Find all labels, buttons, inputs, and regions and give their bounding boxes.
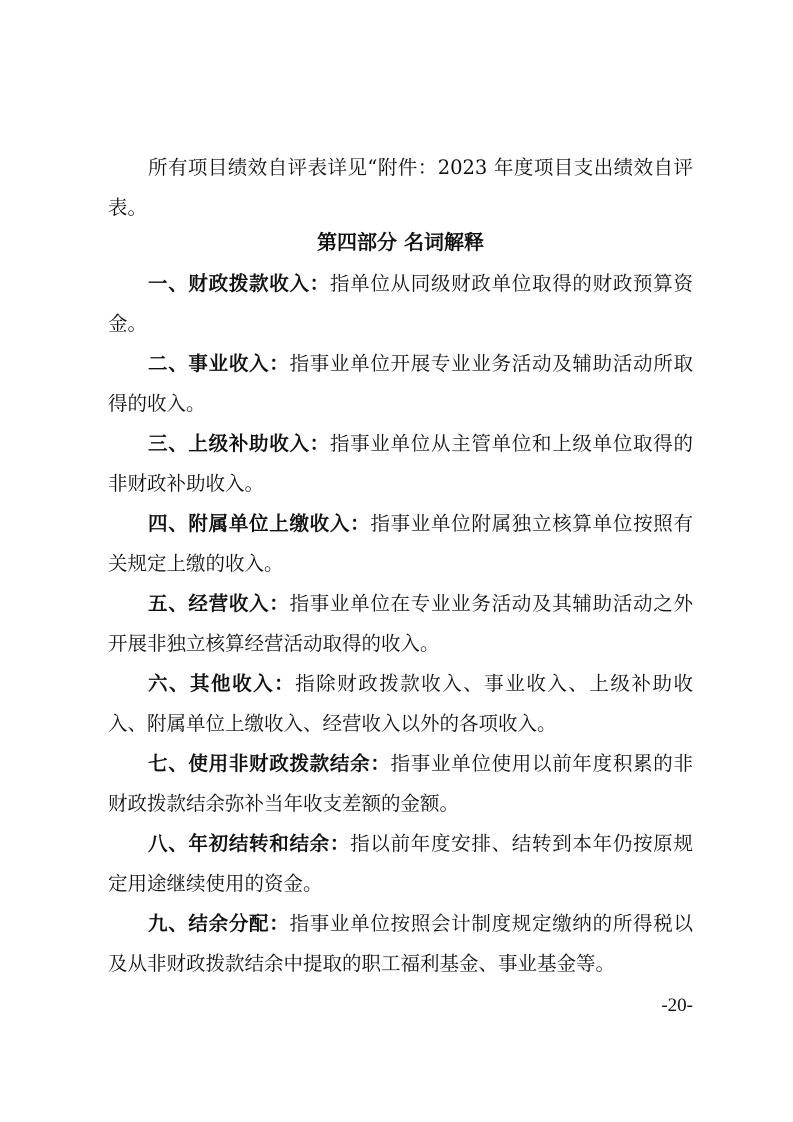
definition-text: 指事业单位按照会计制度规定缴纳的所得税以及从非财政拨款结余中提取的职工福利基金、事业基金等。 — [108, 912, 693, 975]
definition-term: 二、事业收入： — [148, 352, 290, 375]
intro-paragraph: 所有项目绩效自评表详见“附件：2023 年度项目支出绩效自评表。 — [108, 156, 693, 219]
definition-term: 三、上级补助收入： — [148, 432, 330, 455]
definition-text: 指事业单位从主管单位和上级单位取得的非财政补助收入。 — [108, 432, 693, 495]
definition-text: 指事业单位开展专业业务活动及辅助活动所取得的收入。 — [108, 352, 693, 415]
definition-text: 指事业单位附属独立核算单位按照有关规定上缴的收入。 — [108, 512, 693, 575]
definition-term: 五、经营收入： — [148, 592, 290, 615]
definition-2 — [108, 344, 693, 424]
definition-text: 指除财政拨款收入、事业收入、上级补助收入、附属单位上缴收入、经营收入以外的各项收入。 — [108, 672, 693, 735]
definition-term: 六、其他收入： — [148, 672, 296, 695]
definition-4 — [108, 504, 693, 584]
definition-3 — [108, 424, 693, 504]
definition-7 — [108, 744, 693, 824]
definition-term: 一、财政拨款收入： — [148, 272, 330, 295]
definition-9 — [108, 904, 693, 984]
definition-6 — [108, 664, 693, 744]
definition-text: 指单位从同级财政单位取得的财政预算资金。 — [108, 272, 693, 335]
definition-8 — [108, 824, 693, 904]
section-title: 第四部分 名词解释 — [317, 230, 484, 254]
definition-1 — [108, 264, 693, 344]
definition-term: 九、结余分配： — [148, 912, 290, 935]
definition-term: 七、使用非财政拨款结余： — [148, 752, 391, 775]
definition-term: 八、年初结转和结余： — [148, 832, 351, 855]
definition-term: 四、附属单位上缴收入： — [148, 512, 371, 535]
definition-text: 指以前年度安排、结转到本年仍按原规定用途继续使用的资金。 — [108, 832, 693, 895]
definition-text: 指事业单位使用以前年度积累的非财政拨款结余弥补当年收支差额的金额。 — [108, 752, 693, 815]
page-number: -20- — [661, 995, 693, 1016]
definition-5 — [108, 584, 693, 664]
definition-text: 指事业单位在专业业务活动及其辅助活动之外开展非独立核算经营活动取得的收入。 — [108, 592, 693, 655]
